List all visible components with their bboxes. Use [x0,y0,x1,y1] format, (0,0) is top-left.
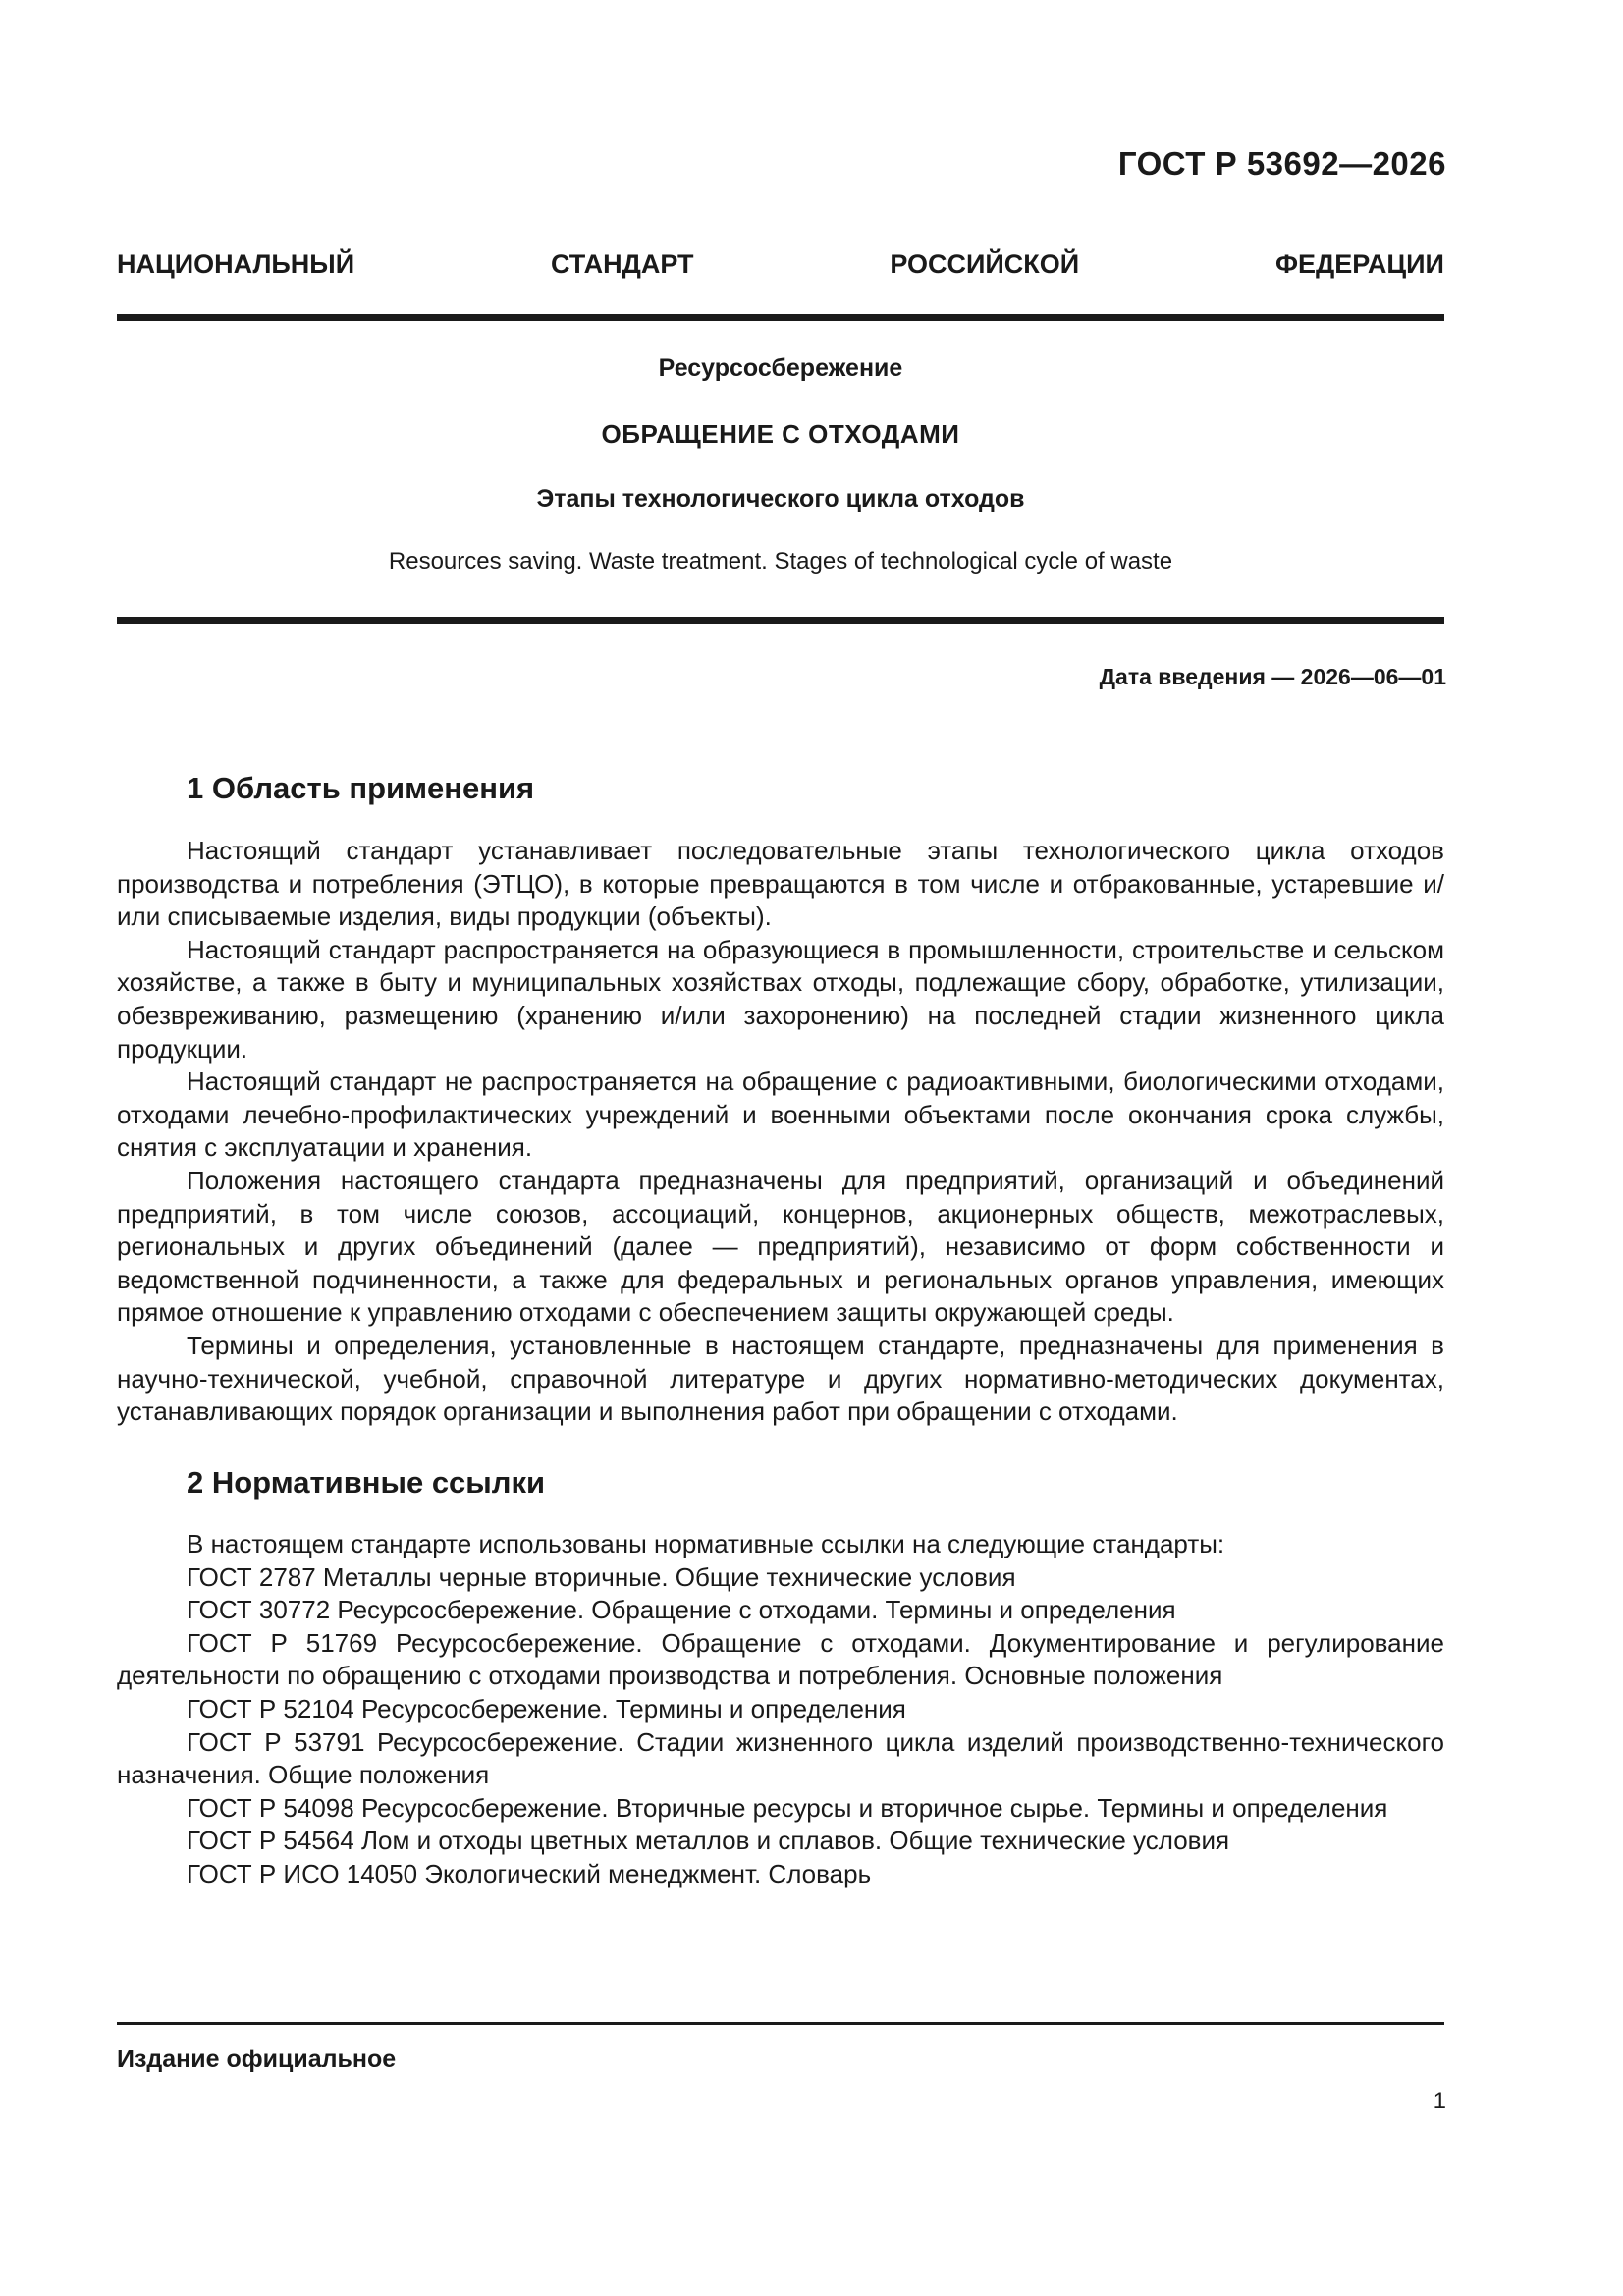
national-standard-title [117,249,1444,280]
title-main: ОБРАЩЕНИЕ С ОТХОДАМИ [601,419,960,449]
reference-item: ГОСТ 30772 Ресурсосбережение. Обращение с отходами. Термины и определения [187,1595,1176,1625]
paragraph: Настоящий стандарт не распространяется на обращение с радиоактивными, биологическими отходами, отходами лечебно-профилактических учреждений и военными объектами после окончания срока службы, снятия с эксплуатации и хранения. [117,1066,1444,1163]
reference-item: ГОСТ Р 52104 Ресурсосбережение. Термины и определения [187,1693,906,1723]
paragraph: Настоящий стандарт распространяется на образующиеся в промышленности, строительстве и сельском хозяйстве, а также в быту и муниципальных хозяйствах отходы, подлежащие сбору, обработке, утилизации, обезвреживанию, размещению (хранению и/или захоронению) на последней стадии жизненного цикла продукции. [117,934,1444,1064]
footer-divider [117,2022,1444,2025]
title-group: Ресурсосбережение [658,355,903,382]
paragraph: Положения настоящего стандарта предназначены для предприятий, организаций и объединений предприятий, в том числе союзов, ассоциаций, концернов, акционерных обществ, межотраслевых, региональных и других объединений (далее — предприятий), независимо от форм собственности и ведомственной подчиненности, а также для федеральных и региональных органов управления, имеющих прямое отношение к управлению отходами с обеспечением защиты окружающей среды. [117,1165,1444,1328]
section-body [117,835,1444,1429]
paragraph: В настоящем стандарте использованы нормативные ссылки на следующие стандарты: [187,1529,1225,1558]
paragraph: Настоящий стандарт устанавливает последовательные этапы технологического цикла отходов производства и потребления (ЭТЦО), в которые превращаются в том числе и отбракованные, устаревшие и/или списываемые изделия, виды продукции (объекты). [117,836,1444,932]
top-divider [117,314,1444,321]
title-divider [117,617,1444,624]
edition-label: Издание официальное [117,2046,397,2073]
reference-item: ГОСТ Р 54564 Лом и отходы цветных металлов и сплавов. Общие технические условия [187,1826,1230,1856]
national-title-word: НАЦИОНАЛЬНЫЙ [117,249,355,279]
section-body [117,1528,1444,1891]
reference-item: ГОСТ Р 54098 Ресурсосбережение. Вторичные ресурсы и вторичное сырье. Термины и определения [187,1792,1388,1823]
paragraph: Термины и определения, установленные в настоящем стандарте, предназначены для применения в научно-технической, учебной, справочной литературе и других нормативно-методических документах, устанавливающих порядок организации и выполнения работ при обращении с отходами. [117,1330,1444,1427]
reference-item: ГОСТ 2787 Металлы черные вторичные. Общие технические условия [187,1561,1016,1592]
national-title-word: СТАНДАРТ [550,249,694,279]
reference-item: ГОСТ Р ИСО 14050 Экологический менеджмент. Словарь [187,1858,872,1888]
page-number: 1 [1433,2088,1446,2114]
title-english: Resources saving. Waste treatment. Stages of technological cycle of waste [388,548,1173,574]
intro-date: Дата введения — 2026—06—01 [1099,664,1446,689]
national-title-word: ФЕДЕРАЦИИ [1275,249,1444,279]
section-heading: 2 Нормативные ссылки [187,1465,546,1500]
section-heading: 1 Область применения [187,771,535,805]
reference-item: ГОСТ Р 51769 Ресурсосбережение. Обращение с отходами. Документирование и регулирование деятельности по обращению с отходами производства и потребления. Основные положения [117,1627,1444,1691]
national-title-word: РОССИЙСКОЙ [890,249,1080,279]
doc-number: ГОСТ Р 53692—2026 [1117,145,1446,182]
title-sub: Этапы технологического цикла отходов [536,485,1025,513]
reference-item: ГОСТ Р 53791 Ресурсосбережение. Стадии жизненного цикла изделий производственно-технического назначения. Общие положения [117,1726,1444,1790]
